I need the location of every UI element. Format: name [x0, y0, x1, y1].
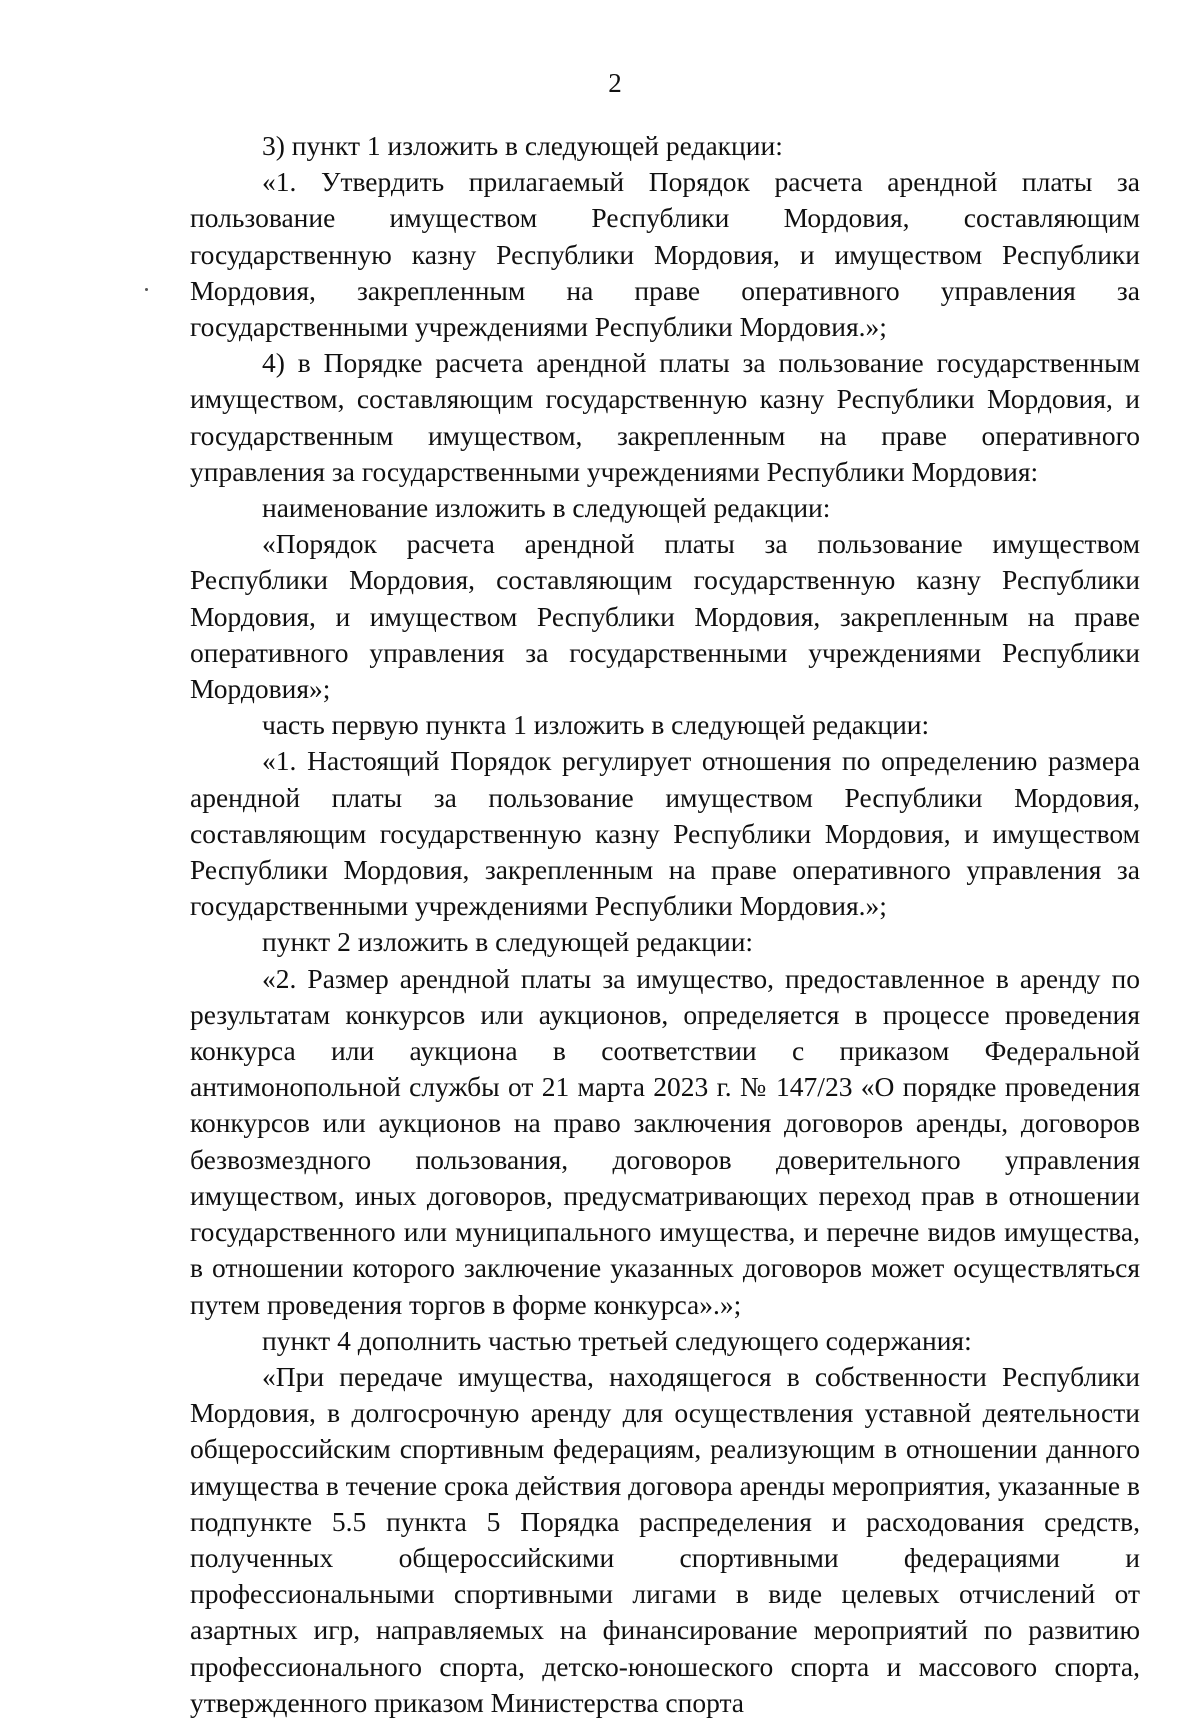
- paragraph-item-4-heading: 4) в Порядке расчета арендной платы за пользование государственным имуществом, составляющим государственную казну Республики Мордовия, и государственным имуществом, закрепленным на праве оперативного управления за государственными учреждениями Республики Мордовия:: [190, 347, 1140, 487]
- paragraph-item-1-new-text: «1. Утвердить прилагаемый Порядок расчета арендной платы за пользование имуществом Республики Мордовия, составляющим государственную казну Республики Мордовия, и имуществом Республики Мордовия, закрепленным на праве оперативного управления за государственными учреждениями Республики Мордовия.»;: [190, 166, 1140, 343]
- document-body: [190, 128, 1140, 1721]
- page-number: 2: [608, 68, 622, 98]
- paragraph-item-4-addition-heading: пункт 4 дополнить частью третьей следующего содержания:: [262, 1324, 972, 1356]
- paragraph-part1-new-text: «1. Настоящий Порядок регулирует отношения по определению размера арендной платы за пользование имуществом Республики Мордовия, составляющим государственную казну Республики Мордовия, и имуществом Республики Мордовия, закрепленным на праве оперативного управления за государственными учреждениями Республики Мордовия.»;: [190, 745, 1140, 922]
- paragraph-item-3-heading: 3) пункт 1 изложить в следующей редакции:: [262, 130, 783, 161]
- paragraph-name-new-text: «Порядок расчета арендной платы за пользование имуществом Республики Мордовия, составляющим государственную казну Республики Мордовия, и имуществом Республики Мордовия, закрепленным на праве оперативного управления за государственными учреждениями Республики Мордовия»;: [190, 528, 1140, 705]
- scan-speck: [145, 288, 148, 291]
- paragraph-item-2-new-text: «2. Размер арендной платы за имущество, предоставленное в аренду по результатам конкурсов или аукционов, определяется в процессе проведения конкурса или аукциона в соответствии с приказом Федеральной антимонопольной службы от 21 марта 2023 г. № 147/23 «О порядке проведения конкурсов или аукционов на право заключения договоров аренды, договоров безвозмездного пользования, договоров доверительного управления имуществом, иных договоров, предусматривающих переход прав в отношении государственного или муниципального имущества, и перечне видов имущества, в отношении которого заключение указанных договоров может осуществляться путем проведения торгов в форме конкурса».»;: [190, 962, 1140, 1320]
- paragraph-part1-heading: часть первую пункта 1 изложить в следующей редакции:: [262, 709, 930, 741]
- paragraph-item-2-heading: пункт 2 изложить в следующей редакции:: [262, 926, 754, 958]
- paragraph-name-heading: наименование изложить в следующей редакции:: [262, 492, 831, 524]
- paragraph-item-4-addition-text: «При передаче имущества, находящегося в собственности Республики Мордовия, в долгосрочную аренду для осуществления уставной деятельности общероссийским спортивным федерациям, реализующим в отношении данного имущества в течение срока действия договора аренды мероприятия, указанные в подпункте 5.5 пункта 5 Порядка распределения и расходования средств, полученных общероссийскими спортивными федерациями и профессиональными спортивными лигами в виде целевых отчислений от азартных игр, направляемых на финансирование мероприятий по развитию профессионального спорта, детско-юношеского спорта и массового спорта, утвержденного приказом Министерства спорта: [190, 1360, 1140, 1718]
